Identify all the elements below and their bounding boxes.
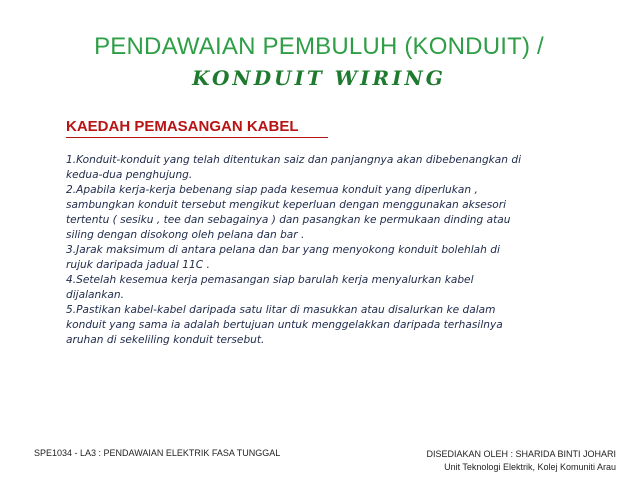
footer-author bbox=[426, 448, 616, 474]
body-line: kedua-dua penghujung. bbox=[66, 169, 193, 181]
section-heading: KAEDAH PEMASANGAN KABEL bbox=[66, 118, 299, 135]
body-line: 2.Apabila kerja-kerja bebenang siap pada kesemua konduit yang diperlukan , bbox=[66, 184, 478, 196]
body-line: 4.Setelah kesemua kerja pemasangan siap barulah kerja menyalurkan kabel bbox=[66, 274, 474, 286]
slide-subtitle: KONDUIT WIRING bbox=[192, 66, 446, 90]
body-line: dijalankan. bbox=[66, 289, 124, 301]
body-line: 1.Konduit-konduit yang telah ditentukan saiz dan panjangnya akan dibebenangkan di bbox=[66, 154, 522, 166]
body-line: 3.Jarak maksimum di antara pelana dan bar yang menyokong konduit bolehlah di bbox=[66, 244, 500, 256]
body-text bbox=[66, 153, 606, 348]
footer-institution: Unit Teknologi Elektrik, Kolej Komuniti Arau bbox=[444, 462, 616, 472]
body-line: rujuk daripada jadual 11C . bbox=[66, 259, 210, 271]
body-line: konduit yang sama ia adalah bertujuan untuk menggelakkan daripada terhasilnya bbox=[66, 319, 503, 331]
footer-author-name: DISEDIAKAN OLEH : SHARIDA BINTI JOHARI bbox=[426, 449, 616, 459]
slide-title: PENDAWAIAN PEMBULUH (KONDUIT) / bbox=[94, 33, 544, 60]
heading-underline bbox=[66, 137, 328, 138]
body-line: 5.Pastikan kabel-kabel daripada satu litar di masukkan atau disalurkan ke dalam bbox=[66, 304, 496, 316]
footer-course: SPE1034 - LA3 : PENDAWAIAN ELEKTRIK FASA TUNGGAL bbox=[34, 448, 281, 458]
body-line: aruhan di sekeliling konduit tersebut. bbox=[66, 334, 265, 346]
body-line: siling dengan disokong oleh pelana dan bar . bbox=[66, 229, 305, 241]
body-line: tertentu ( sesiku , tee dan sebagainya ) dan pasangkan ke permukaan dinding atau bbox=[66, 214, 511, 226]
body-line: sambungkan konduit tersebut mengikut keperluan dengan menggunakan aksesori bbox=[66, 199, 507, 211]
